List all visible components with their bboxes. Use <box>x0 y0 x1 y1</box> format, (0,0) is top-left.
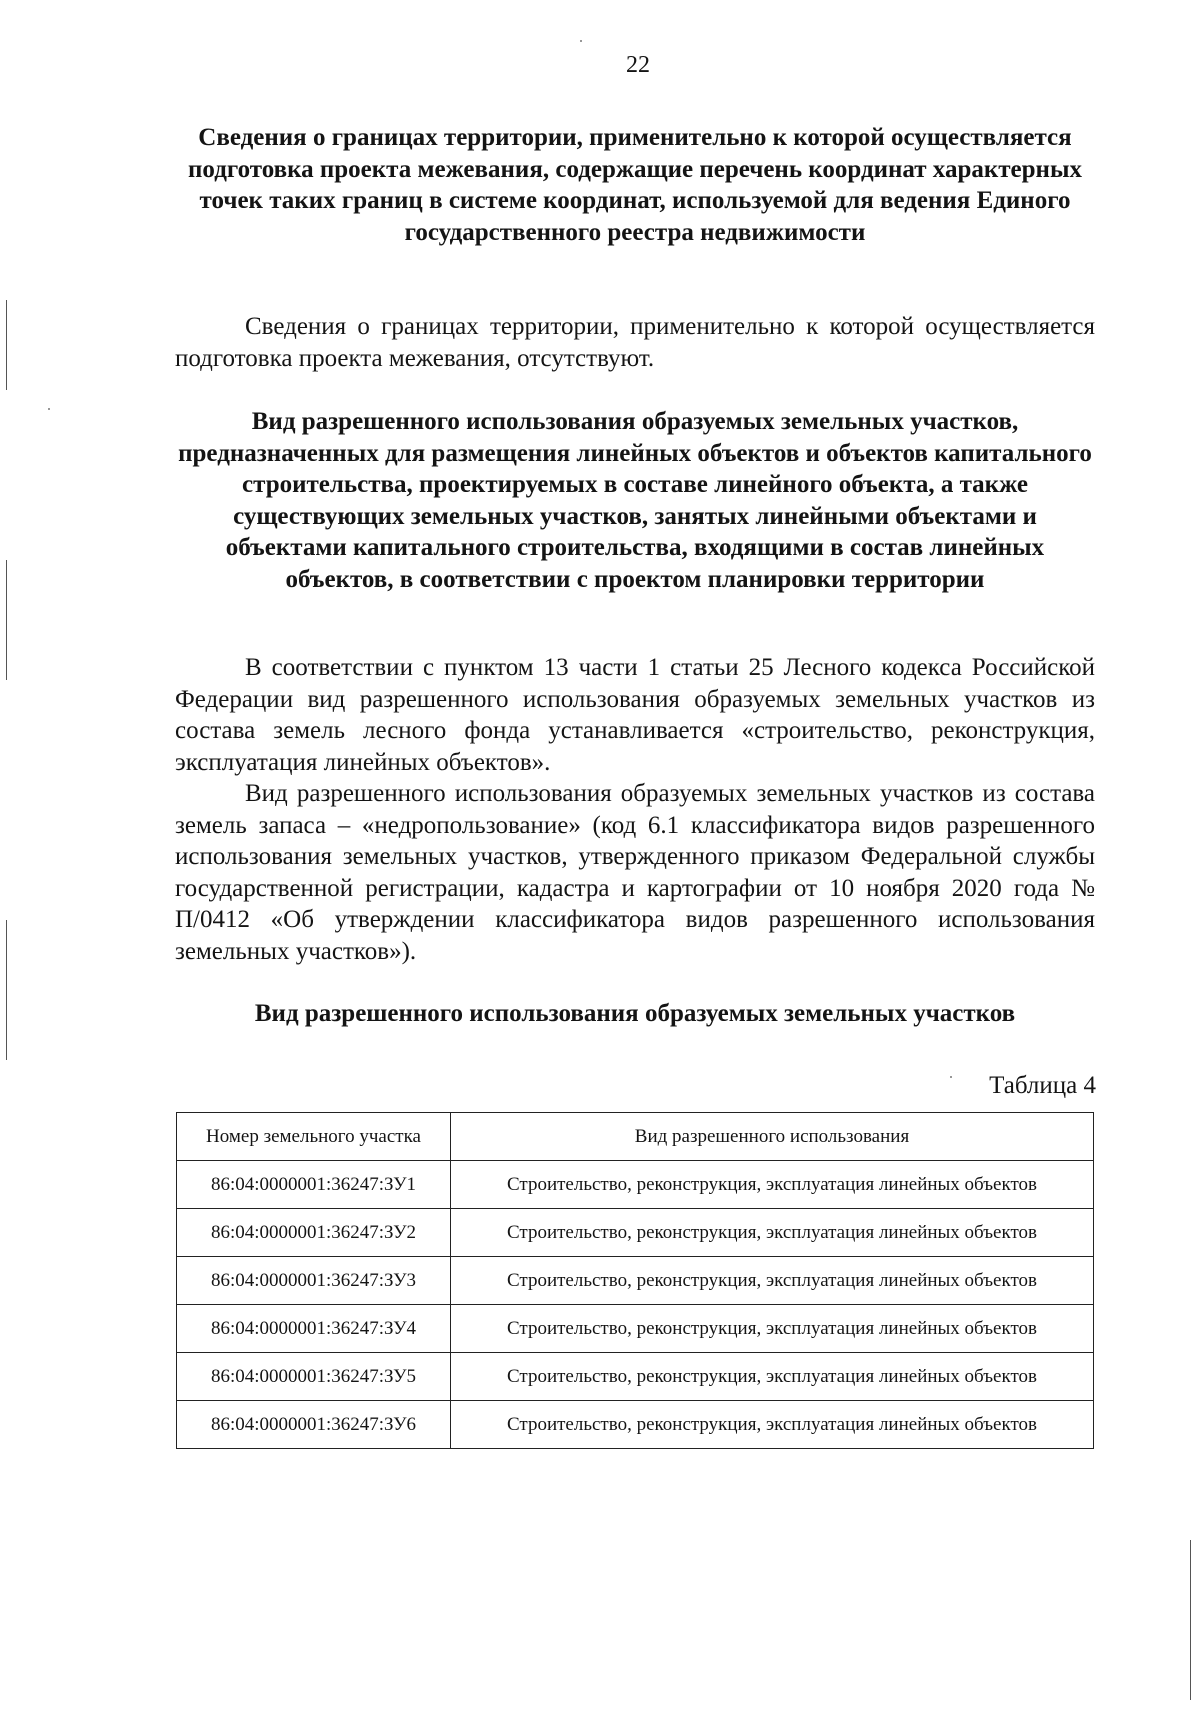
reserve-lands-paragraph: Вид разрешенного использования образуемых земельных участков из состава земель запаса – «недропользование» (код 6.1 классификатора видов разрешенного использования земельных участков, утвержденного приказом Федеральной службы государственной регистрации, кадастра и картографии от 10 ноября 2020 года № П/0412 «Об утверждении классификатора видов разрешенного использования земельных участков»). <box>175 780 1095 965</box>
table-row <box>177 1161 1094 1209</box>
column-header-plot-number: Номер земельного участка <box>177 1113 451 1161</box>
permitted-use-cell: Строительство, реконструкция, эксплуатация линейных объектов <box>451 1257 1094 1305</box>
table-caption: Таблица 4 <box>989 1072 1096 1099</box>
permitted-use-linear-heading: Вид разрешенного использования образуемых земельных участков, предназначенных для размещения линейных объектов и объектов капитального строительства, проектируемых в составе линейного объекта, а также существующих земельных участков, занятых линейными объектами и объектами капитального строительства, входящими в состав линейных объектов, в соответствии с проектом планировки территории <box>178 408 1092 593</box>
plot-number-cell: 86:04:0000001:36247:ЗУ2 <box>177 1209 451 1257</box>
permitted-use-cell: Строительство, реконструкция, эксплуатация линейных объектов <box>451 1353 1094 1401</box>
table-row <box>177 1353 1094 1401</box>
permitted-use-table <box>176 1112 1094 1449</box>
permitted-use-cell: Строительство, реконструкция, эксплуатация линейных объектов <box>451 1161 1094 1209</box>
scan-edge-left <box>6 560 7 680</box>
boundaries-text: Сведения о границах территории, применительно к которой осуществляется подготовка проекта межевания, отсутствуют. <box>175 313 1095 372</box>
boundaries-heading: Сведения о границах территории, применительно к которой осуществляется подготовка проекта межевания, содержащие перечень координат характерных точек таких границ в системе координат, используемой для ведения Единого государственного реестра недвижимости <box>188 124 1082 246</box>
permitted-use-cell: Строительство, реконструкция, эксплуатация линейных объектов <box>451 1401 1094 1449</box>
plot-number-cell: 86:04:0000001:36247:ЗУ3 <box>177 1257 451 1305</box>
scan-speck <box>48 408 50 410</box>
scan-speck <box>580 40 582 42</box>
plot-number-cell: 86:04:0000001:36247:ЗУ1 <box>177 1161 451 1209</box>
scan-edge-left <box>6 300 7 390</box>
table-row <box>177 1305 1094 1353</box>
permitted-use-cell: Строительство, реконструкция, эксплуатация линейных объектов <box>451 1305 1094 1353</box>
column-header-permitted-use: Вид разрешенного использования <box>451 1113 1094 1161</box>
scan-edge-left <box>6 920 7 1060</box>
table-row <box>177 1401 1094 1449</box>
plot-number-cell: 86:04:0000001:36247:ЗУ5 <box>177 1353 451 1401</box>
permitted-use-table-heading: Вид разрешенного использования образуемых земельных участков <box>254 1000 1016 1027</box>
page-number: 22 <box>626 52 650 78</box>
plot-number-cell: 86:04:0000001:36247:ЗУ4 <box>177 1305 451 1353</box>
forest-code-paragraph: В соответствии с пунктом 13 части 1 статьи 25 Лесного кодекса Российской Федерации вид разрешенного использования образуемых земельных участков из состава земель лесного фонда устанавливается «строительство, реконструкция, эксплуатация линейных объектов». <box>175 654 1095 776</box>
scan-speck <box>950 1076 952 1078</box>
table-row <box>177 1209 1094 1257</box>
permitted-use-cell: Строительство, реконструкция, эксплуатация линейных объектов <box>451 1209 1094 1257</box>
table-row <box>177 1257 1094 1305</box>
scan-edge-right <box>1190 1540 1191 1700</box>
plot-number-cell: 86:04:0000001:36247:ЗУ6 <box>177 1401 451 1449</box>
table-header-row <box>177 1113 1094 1161</box>
